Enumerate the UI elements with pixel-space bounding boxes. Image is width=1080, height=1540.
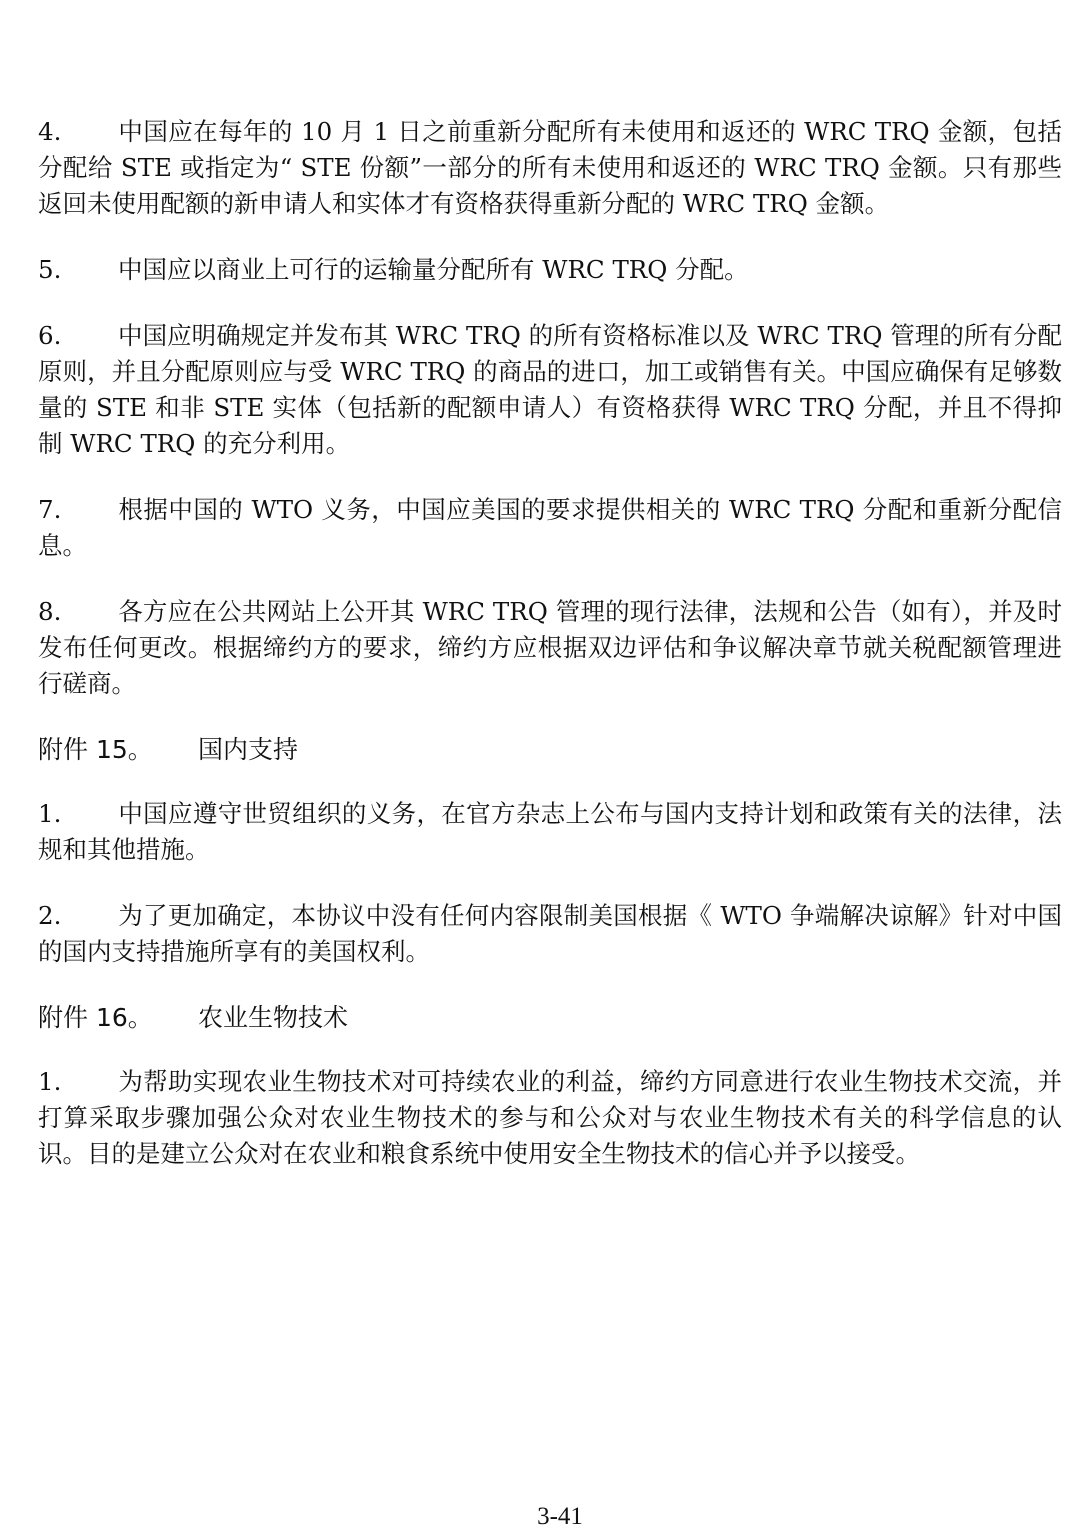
paragraph-number: 6. [38, 321, 62, 350]
paragraph-text: 各方应在公共网站上公开其 WRC TRQ 管理的现行法律，法规和公告（如有），并及时发布任何更改。根据缔约方的要求，缔约方应根据双边评估和争议解决章节就关税配额管理进行磋商。 [38, 597, 1062, 698]
paragraph-number: 1. [38, 799, 62, 828]
paragraph-text: 中国应明确规定并发布其 WRC TRQ 的所有资格标准以及 WRC TRQ 管理的所有分配原则，并且分配原则应与受 WRC TRQ 的商品的进口，加工或销售有关。中国应确保有足够数量的 STE 和非 STE 实体（包括新的配额申请人）有资格获得 WRC TRQ 分配，并且不得抑制 WRC TRQ 的充分利用。 [38, 321, 1062, 458]
annex-16-heading [38, 1000, 1062, 1036]
paragraph-number: 5. [38, 255, 62, 284]
paragraph-text: 中国应以商业上可行的运输量分配所有 WRC TRQ 分配。 [118, 255, 749, 284]
paragraph-number: 7. [38, 495, 62, 524]
annex-number: 附件 15。 [38, 735, 153, 764]
paragraph-7 [38, 492, 1062, 564]
paragraph-number: 1. [38, 1067, 62, 1096]
annex-16-paragraph-1 [38, 1064, 1062, 1172]
paragraph-text: 中国应在每年的 10 月 1 日之前重新分配所有未使用和返还的 WRC TRQ 金额，包括分配给 STE 或指定为“ STE 份额”一部分的所有未使用和返还的 WRC TRQ 金额。只有那些返回未使用配额的新申请人和实体才有资格获得重新分配的 WRC TRQ 金额。 [38, 117, 1062, 218]
annex-15-heading [38, 732, 1062, 768]
paragraph-text: 根据中国的 WTO 义务，中国应美国的要求提供相关的 WRC TRQ 分配和重新分配信息。 [38, 495, 1062, 560]
paragraph-6 [38, 318, 1062, 462]
paragraph-number: 8. [38, 597, 62, 626]
paragraph-5 [38, 252, 1062, 288]
paragraph-8 [38, 594, 1062, 702]
annex-number: 附件 16。 [38, 1003, 153, 1032]
paragraph-text: 为帮助实现农业生物技术对可持续农业的利益，缔约方同意进行农业生物技术交流，并打算采取步骤加强公众对农业生物技术的参与和公众对与农业生物技术有关的科学信息的认识。目的是建立公众对在农业和粮食系统中使用安全生物技术的信心并予以接受。 [38, 1067, 1062, 1168]
paragraph-number: 4. [38, 117, 62, 146]
paragraph-number: 2. [38, 901, 62, 930]
paragraph-text: 为了更加确定，本协议中没有任何内容限制美国根据《 WTO 争端解决谅解》针对中国的国内支持措施所享有的美国权利。 [38, 901, 1062, 966]
page-number: 3-41 [537, 1503, 583, 1530]
annex-title: 农业生物技术 [198, 1003, 349, 1032]
annex-15-paragraph-1 [38, 796, 1062, 868]
annex-15-paragraph-2 [38, 898, 1062, 970]
paragraph-text: 中国应遵守世贸组织的义务，在官方杂志上公布与国内支持计划和政策有关的法律，法规和其他措施。 [38, 799, 1062, 864]
annex-title: 国内支持 [198, 735, 299, 764]
document-page [38, 114, 1062, 1202]
paragraph-4 [38, 114, 1062, 222]
